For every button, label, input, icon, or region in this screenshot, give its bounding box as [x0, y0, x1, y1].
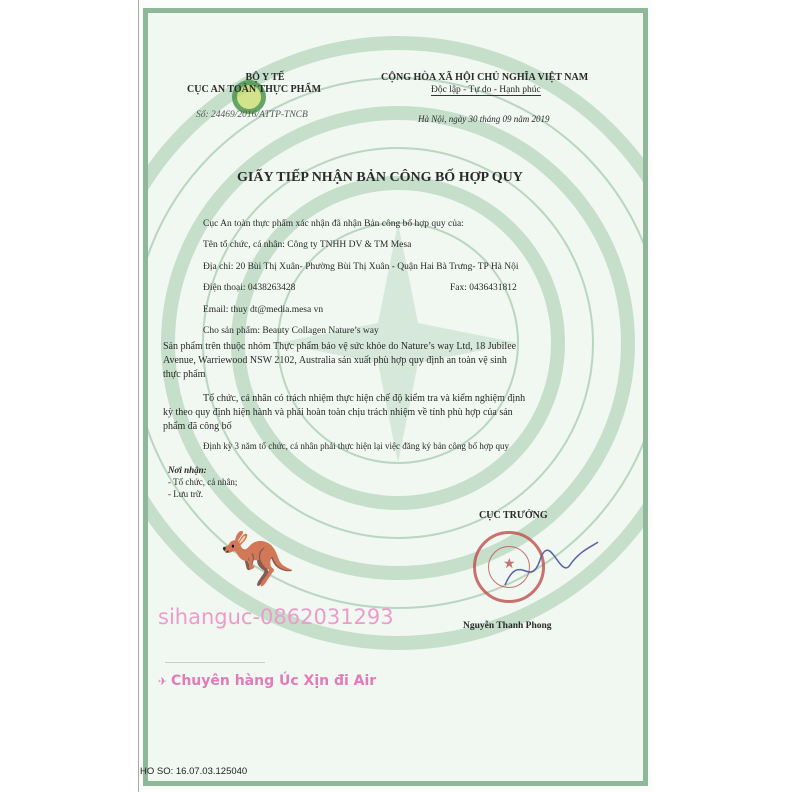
paragraph-line: Định kỳ 3 năm tổ chức, cá nhân phải thực hiện lại việc đăng ký bản công bố hợp quy [203, 441, 509, 451]
recipients-label: Nơi nhận: [168, 465, 207, 475]
kangaroo-logo: 🦘 [220, 527, 295, 593]
official-stamp: ★ [473, 531, 545, 603]
motto: Độc lập - Tự do - Hạnh phúc [431, 85, 541, 95]
product: Cho sản phẩm: Beauty Collagen Nature’s way [203, 326, 379, 336]
document-title: GIẤY TIẾP NHẬN BẢN CÔNG BỐ HỢP QUY [237, 170, 523, 185]
document-number: Số: 24469/2016/ATTP-TNCB [196, 110, 308, 120]
paragraph-line: phẩm đã công bố [163, 421, 232, 432]
phone: Điện thoại: 0438263428 [203, 283, 296, 293]
slogan-text: Chuyên hàng Úc Xịn đi Air [171, 673, 377, 689]
signer-name: Nguyễn Thanh Phong [463, 621, 552, 631]
fax: Fax: 0436431812 [450, 283, 517, 293]
address: Địa chỉ: 20 Bùi Thị Xuân- Phường Bùi Thị Xuân - Quận Hai Bà Trưng- TP Hà Nội [203, 262, 519, 272]
issue-date: Hà Nội, ngày 30 tháng 09 năm 2019 [418, 114, 550, 124]
signer-role: CỤC TRƯỞNG [479, 510, 548, 521]
organization: Tên tổ chức, cá nhân: Công ty TNHH DV & TM Mesa [203, 240, 412, 250]
paragraph-line: Avenue, Warriewood NSW 2102, Australia sản xuất phù hợp quy định an toàn vệ sinh [163, 355, 507, 366]
republic-heading: CỘNG HÒA XÃ HỘI CHỦ NGHĨA VIỆT NAM [381, 72, 589, 83]
paragraph-line: Sản phẩm trên thuộc nhóm Thực phẩm bảo vệ sức khỏe do Nature’s way Ltd, 18 Jubilee [163, 341, 517, 352]
paragraph-line: Tổ chức, cá nhân có trách nhiệm thực hiện chế độ kiểm tra và kiểm nghiệm định [203, 393, 526, 404]
signature-scribble [500, 540, 600, 600]
plane-icon: ✈ [158, 675, 172, 688]
recipient-item: - Tổ chức, cá nhân; [168, 477, 238, 487]
slogan-watermark [158, 673, 376, 689]
ministry-name: BỘ Y TẾ [245, 72, 285, 83]
file-number: HO SO: 16.07.03.125040 [140, 766, 248, 777]
email: Email: thuy dt@media.mesa vn [203, 305, 324, 315]
agency-name: CỤC AN TOÀN THỰC PHẨM [187, 84, 322, 95]
intro-text: Cục An toàn thực phẩm xác nhận đã nhận Bản công bố hợp quy của: [203, 219, 464, 229]
paragraph-line: thực phẩm [163, 369, 206, 380]
seller-watermark: sihanguc-0862031293 [158, 605, 394, 629]
recipient-item: - Lưu trữ. [168, 489, 203, 499]
paragraph-line: kỳ theo quy định hiện hành và phải hoàn toàn chịu trách nhiệm về tính phù hợp của sản [163, 407, 513, 418]
